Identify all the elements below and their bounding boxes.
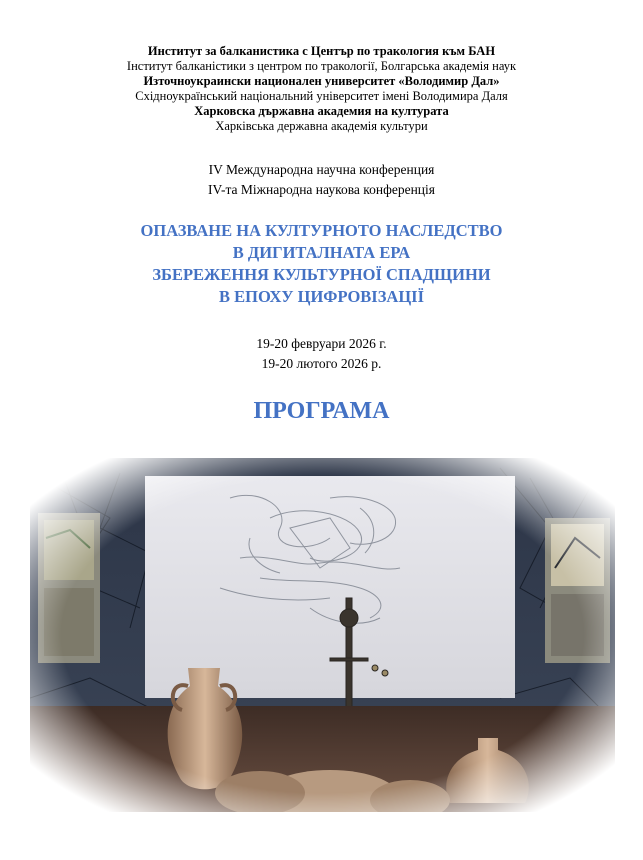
conference-line-bg: IV Международна научна конференция xyxy=(208,162,435,177)
conference-line-ua: IV-та Міжнародна наукова конференція xyxy=(207,182,435,197)
museum-exhibit-photo xyxy=(30,458,615,812)
institutions-block xyxy=(0,44,643,134)
institution-line: Інститут балканістики з центром по тракології, Болгарська академія наук xyxy=(126,59,517,73)
institution-line: Харківська державна академія культури xyxy=(215,119,428,133)
title-line: ЗБЕРЕЖЕННЯ КУЛЬТУРНОЇ СПАДЩИНИ xyxy=(152,265,491,284)
date-bg: 19-20 февруари 2026 г. xyxy=(256,336,387,351)
institution-line: Източноукраински национален университет «Володимир Дал» xyxy=(143,74,500,88)
title-line: В ДИГИТАЛНАТА ЕРА xyxy=(232,243,411,262)
program-heading: ПРОГРАМА xyxy=(253,398,390,424)
conference-title xyxy=(0,220,643,308)
title-line: В ЕПОХУ ЦИФРОВІЗАЦІЇ xyxy=(218,287,425,306)
institution-line: Харковска държавна академия на културата xyxy=(194,104,449,118)
date-ua: 19-20 лютого 2026 р. xyxy=(261,356,382,371)
conference-block xyxy=(0,160,643,200)
institution-line: Институт за балканистика с Център по тракология към БАН xyxy=(147,44,496,58)
title-line: ОПАЗВАНЕ НА КУЛТУРНОТО НАСЛЕДСТВО xyxy=(140,221,503,240)
institution-line: Східноукраїнський національний університет імені Володимира Даля xyxy=(135,89,508,103)
dates-block xyxy=(0,334,643,374)
photo-vignette xyxy=(30,458,615,812)
